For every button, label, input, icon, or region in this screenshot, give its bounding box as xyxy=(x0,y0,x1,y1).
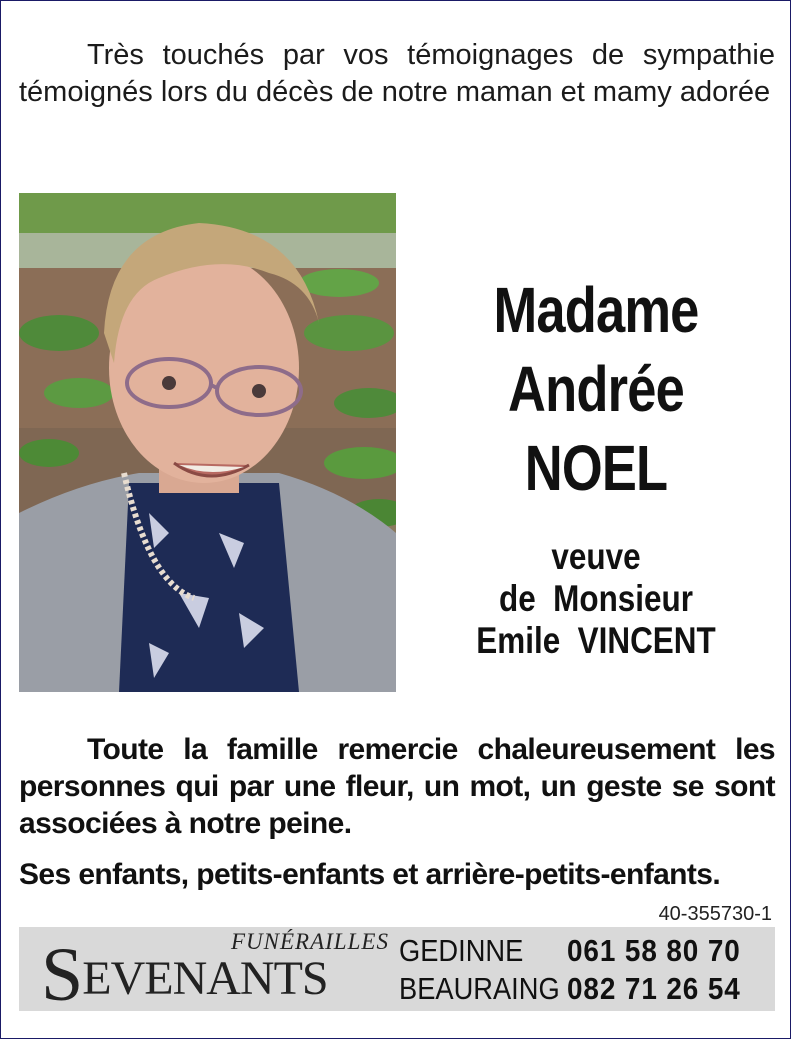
widow-label: veuve xyxy=(551,536,641,577)
phone-beauraing: 082 71 26 54 xyxy=(567,971,741,1006)
deceased-title: Madame xyxy=(493,274,699,346)
intro-text: Très touchés par vos témoignages de sympathie témoignés lors du décès de notre maman et mamy adorée xyxy=(19,39,775,108)
location-beauraing: BEAURAING xyxy=(399,971,560,1006)
funeral-home-tagline: FUNÉRAILLES xyxy=(231,929,389,954)
spouse-name: Emile VINCENT xyxy=(476,620,716,661)
spouse-title: de Monsieur xyxy=(499,578,693,619)
location-gedinne: GEDINNE xyxy=(399,933,524,968)
phone-gedinne: 061 58 80 70 xyxy=(567,933,741,968)
reference-number: 40-355730-1 xyxy=(658,903,772,925)
deceased-first-name: Andrée xyxy=(508,353,684,425)
logo-rest: EVENANTS xyxy=(82,952,328,1005)
family-signature: Ses enfants, petits-enfants et arrière-petits-enfants. xyxy=(19,858,721,891)
logo-initial: S xyxy=(41,933,83,1017)
funeral-home-banner xyxy=(19,927,775,1017)
deceased-name xyxy=(441,271,751,508)
spouse-info xyxy=(441,536,751,662)
portrait-photo xyxy=(19,193,396,692)
thanks-text: Toute la famille remercie chaleureusement les personnes qui par une fleur, un mot, un geste se sont associées à notre peine. xyxy=(19,733,775,840)
deceased-last-name: NOEL xyxy=(524,432,668,504)
